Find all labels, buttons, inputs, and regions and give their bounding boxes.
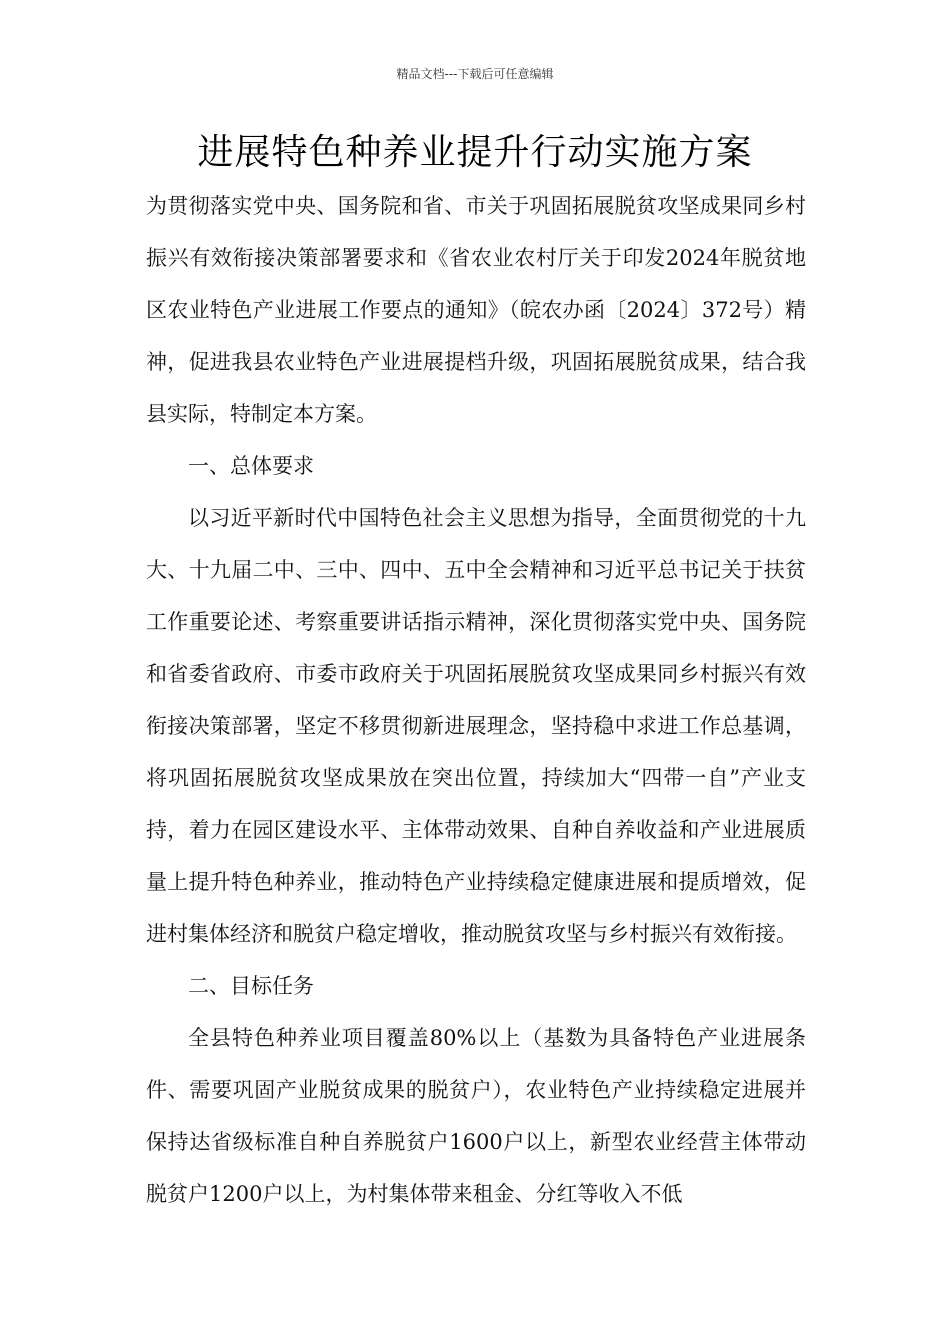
header-note: 精品文档---下载后可任意编辑 [396,67,554,81]
section-heading-goals: 二、目标任务 [188,974,314,998]
section-heading-overall-requirements: 一、总体要求 [188,454,314,478]
document-body [146,180,806,1220]
page-title: 进展特色种养业提升行动实施方案 [197,132,753,173]
body-paragraph: 以习近平新时代中国特色社会主义思想为指导，全面贯彻党的十九大、十九届二中、三中、四中、五中全会精神和习近平总书记关于扶贫工作重要论述、考察重要讲话指示精神，深化贯彻落实党中央、国务院和省委省政府、市委市政府关于巩固拓展脱贫攻坚成果同乡村振兴有效衔接决策部署，坚定不移贯彻新进展理念，坚持稳中求进工作总基调，将巩固拓展脱贫攻坚成果放在突出位置，持续加大“四带一自”产业支持，着力在园区建设水平、主体带动效果、自种自养收益和产业进展质量上提升特色种养业，推动特色产业持续稳定健康进展和提质增效，促进村集体经济和脱贫户稳定增收，推动脱贫攻坚与乡村振兴有效衔接。 [146,506,806,946]
intro-paragraph: 为贯彻落实党中央、国务院和省、市关于巩固拓展脱贫攻坚成果同乡村振兴有效衔接决策部署要求和《省农业农村厅关于印发2024年脱贫地区农业特色产业进展工作要点的通知》（皖农办函〔2024〕372号）精神，促进我县农业特色产业进展提档升级，巩固拓展脱贫成果，结合我县实际，特制定本方案。 [146,194,806,426]
body-paragraph: 全县特色种养业项目覆盖80%以上（基数为具备特色产业进展条件、需要巩固产业脱贫成果的脱贫户），农业特色产业持续稳定进展并保持达省级标准自种自养脱贫户1600户以上，新型农业经营主体带动脱贫户1200户以上，为村集体带来租金、分红等收入不低 [146,1026,806,1206]
